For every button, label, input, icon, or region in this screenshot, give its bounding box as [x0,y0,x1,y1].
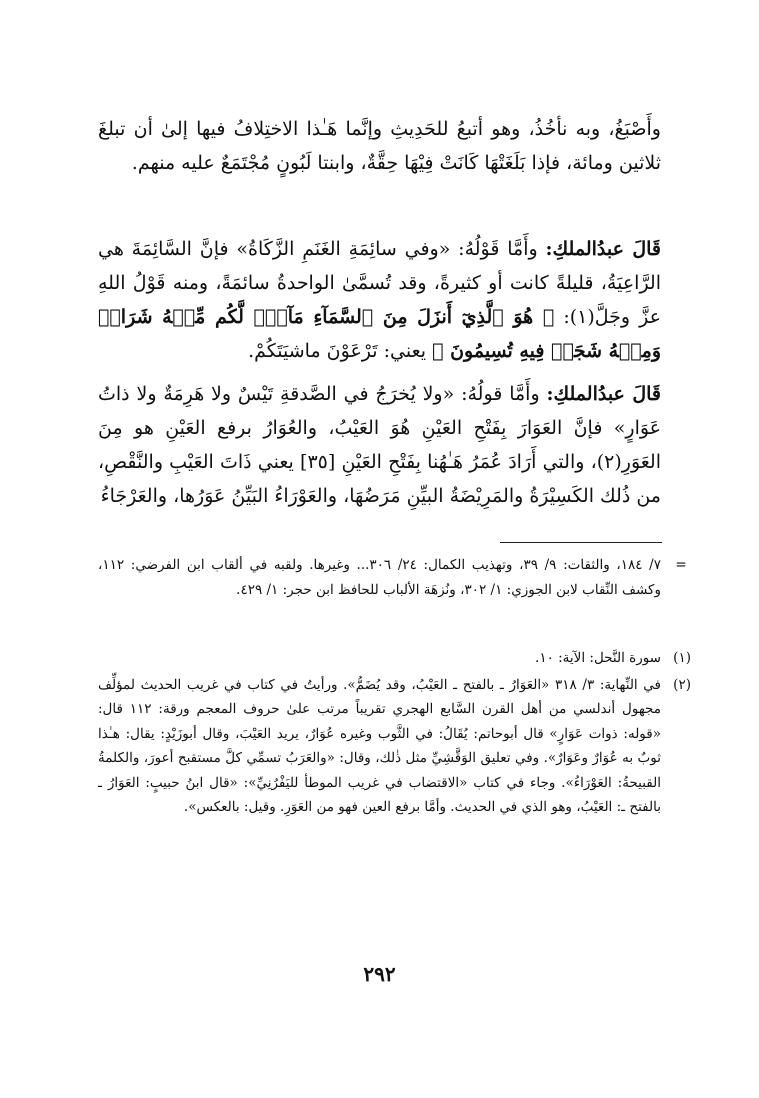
main-paragraph-2 [98,232,661,368]
quran-verse: ﴿ هُوَ ٱلَّذِيٓ أَنزَلَ مِنَ ٱلسَّمَآءِ مَآءٗۖ لَّكُم مِّنۡهُ شَرَابٞ وَمِنۡهُ شَجَرٞ فِيهِ تُسِيمُونَ ﴾ [98,306,661,362]
footnotes-list [98,646,691,820]
paragraph-lead: قَالَ عبدُالملكِ: [546,383,661,405]
paragraph-lead: قَالَ عبدُالملكِ: [545,238,662,260]
footnote-continuation [98,553,691,602]
paragraph-text: وأَصْبَغُ، وبه نأخُذُ، وهو أتبعُ للحَدِيثِ وإنَّما هَـٰذا الاختِلافُ فيها إلىٰ أن تبلغَ ثلاثين ومائة، فإذا بَلَغَتْهَا كَانَتْ فِيْهَا حِقَّةٌ، وابنتا لَبُونٍ مُجْتَمَعٌ عليه منهم. [98,118,661,174]
continuation-mark: = [675,557,687,573]
paragraph-text-end: يعني: تَرْعَوْنَ ماشيَتَكُمْ. [248,340,427,362]
footnote-text: ٧/ ١٨٤، والثقات: ٩/ ٣٩، وتهذيب الكمال: ٢٤/ ٣٠٦... وغيرها. ولقبه في ألقاب ابن الفرضي: ١١٢، وكشف النِّقاب لابن الجوزي: ١/ ٣٠٢، ونُزهَة الألباب للحافظ ابن حجر: ١/ ٤٢٩. [98,557,662,598]
footnote-separator [500,542,662,543]
main-paragraph-1 [98,112,661,180]
footnote-text: سورة النَّحل: الآية: ١٠. [535,650,661,666]
footnote-text: في النِّهاية: ٣/ ٣١٨ «العَوَارُ ـ بالفتح ـ العَيْبُ، وقد يُضَمُّ». ورأيتُ في كتاب في غريب الحديث لمؤلِّف مجهول أندلسي من أهل القرن السَّابع الهجري تقريباً مرتب علىٰ حروف المعجم ورقة: ١١٢ قال: «قوله: ذوات عَوَارٍ» قال أبوحاتم: يُقَالُ: في الثَّوب وغيره عُوَارٌ، يريد العَيْبَ، وقال أبوزَيْدٍ: يقال: هـٰذا ثوبٌ به عُوَارٌ وعَوَارٌ». وفي تعليق الوَقَّشِيِّ مثل ذٰلك، وقال: «والعَرَبُ تسمِّي كلَّ مستقبح أعورَ، والكلمةُ القبيحةُ: العَوْرَاءُ». وجاء في كتاب «الاقتضاب في غريب الموطأ لليَفْرُنِيِّ»: «قال ابنُ حبيبٍ: العَوَارُ ـ بالفتح ـ: العَيْبُ، وهو الذي في الحديث. وأمَّا برفع العين فهو من العَوَرِ. وقيل: بالعكس». [98,676,662,815]
footnote-1 [98,646,691,671]
page-number: ٢٩٢ [363,962,396,986]
footnote-number: (٢) [673,676,691,693]
footnote-2 [98,673,691,820]
footnote-number: (١) [673,650,691,666]
paragraph-text: وأَمَّا قولُهُ: «ولا يُخرَجُ في الصَّدقةِ تَيْسٌ ولا هَرِمَةٌ ولا ذاتُ عَوَارٍ» فإنَّ العَوَارَ بِفَتْحِ العَيْنِ هُوَ العَيْبُ، والعُوَارُ برفع العَيْنِ هو مِنَ العَوَرِ(٢)، والتي أَرَادَ عُمَرُ هَـٰهُنا بِفَتْحِ العَيْنِ [٣٥] يعني ذَاتَ العَيْبِ والنَّقْصِ، من ذُلك الكَسِيْرَةُ والمَرِيْضَةُ البيِّنِ مَرَضُهَا، والعَوْرَاءُ البَيِّنُ عَوَرُها، والعَرْجَاءُ [98,383,661,507]
paragraph-text: وأَمَّا قَوْلُهُ: «وفي سائِمَةِ الغَنَمِ الزَّكَاةُ» فإنَّ السَّائِمَةَ هي الرَّاعِيَةُ، قليلةً كانت أو كثيرةً، وقد تُسمَّىٰ الواحدةُ سائمَةً، ومنه قَوْلُ اللهِ عزَّ وجَلَّ(١): [98,238,661,328]
main-paragraph-3 [98,377,661,513]
